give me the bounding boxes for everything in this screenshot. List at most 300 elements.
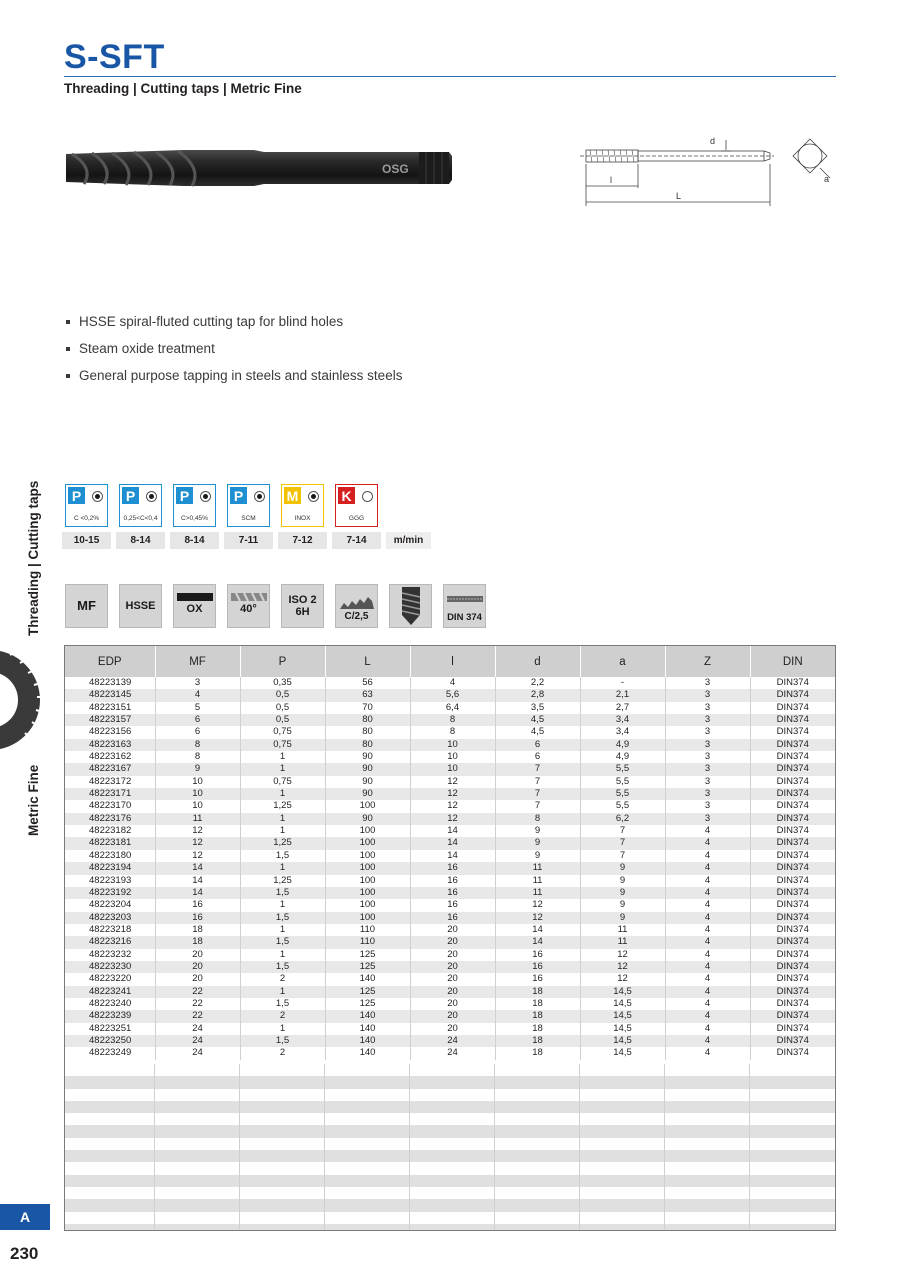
table-cell: 48223156 — [65, 726, 155, 738]
table-cell: 4 — [665, 1035, 750, 1047]
table-cell: 90 — [325, 788, 410, 800]
table-cell: 3 — [665, 776, 750, 788]
section-tab[interactable]: A — [0, 1204, 50, 1230]
table-cell: 90 — [325, 751, 410, 763]
table-cell: 48223176 — [65, 813, 155, 825]
table-cell: 9 — [580, 899, 665, 911]
empty-row — [65, 1064, 835, 1076]
table-cell: 10 — [155, 800, 240, 812]
table-cell: 48223171 — [65, 788, 155, 800]
table-cell: 7 — [495, 763, 580, 775]
table-cell: 7 — [495, 776, 580, 788]
blind-hole-icon — [389, 584, 432, 628]
table-cell: - — [580, 677, 665, 689]
table-cell: DIN374 — [750, 936, 835, 948]
table-cell: DIN374 — [750, 1023, 835, 1035]
table-cell: 10 — [410, 751, 495, 763]
table-cell: 3 — [665, 800, 750, 812]
empty-row — [65, 1076, 835, 1088]
table-cell: 2 — [240, 1010, 325, 1022]
table-cell: DIN374 — [750, 677, 835, 689]
table-cell: 90 — [325, 763, 410, 775]
table-row — [65, 998, 835, 1010]
table-cell: DIN374 — [750, 998, 835, 1010]
table-cell: 0,75 — [240, 726, 325, 738]
suitable-dot-icon — [146, 491, 157, 502]
table-cell: DIN374 — [750, 961, 835, 973]
table-cell: 20 — [410, 949, 495, 961]
table-cell: 7 — [495, 800, 580, 812]
table-row — [65, 899, 835, 911]
table-cell: 20 — [155, 949, 240, 961]
table-cell: 125 — [325, 961, 410, 973]
table-cell: 20 — [410, 1023, 495, 1035]
table-cell: 48223241 — [65, 986, 155, 998]
column-header: a — [580, 646, 665, 677]
chamfer-icon: C/2,5 — [335, 584, 378, 628]
table-cell: 1 — [240, 763, 325, 775]
table-cell: 100 — [325, 800, 410, 812]
column-header: EDP — [65, 646, 155, 677]
table-cell: 1 — [240, 788, 325, 800]
din-shank-icon — [446, 594, 484, 604]
table-cell: DIN374 — [750, 763, 835, 775]
material-condition: 0,25<C<0,4 — [123, 515, 158, 522]
table-cell: 14,5 — [580, 1023, 665, 1035]
table-cell: 14,5 — [580, 1047, 665, 1059]
material-box — [227, 484, 270, 527]
table-cell: 6,4 — [410, 702, 495, 714]
table-cell: DIN374 — [750, 986, 835, 998]
table-row — [65, 689, 835, 701]
table-cell: 18 — [495, 1047, 580, 1059]
dim-label-a: a — [824, 174, 830, 184]
table-cell: DIN374 — [750, 887, 835, 899]
table-cell: 1 — [240, 813, 325, 825]
product-table — [64, 645, 836, 1231]
table-cell: 1 — [240, 825, 325, 837]
table-cell: 48223239 — [65, 1010, 155, 1022]
table-cell: 4 — [665, 825, 750, 837]
cutting-speed: 7-11 — [224, 532, 273, 549]
table-cell: 4 — [410, 677, 495, 689]
table-cell: 48223220 — [65, 973, 155, 985]
table-row — [65, 961, 835, 973]
table-cell: 3,5 — [495, 702, 580, 714]
table-cell: 1 — [240, 986, 325, 998]
table-cell: 100 — [325, 887, 410, 899]
table-cell: 48223167 — [65, 763, 155, 775]
table-cell: DIN374 — [750, 1010, 835, 1022]
table-cell: 14 — [155, 862, 240, 874]
table-cell: 48223192 — [65, 887, 155, 899]
table-cell: 1 — [240, 924, 325, 936]
table-row — [65, 875, 835, 887]
page-title: S-SFT — [64, 38, 165, 76]
table-cell: 14 — [495, 924, 580, 936]
table-cell: 6,2 — [580, 813, 665, 825]
table-row — [65, 776, 835, 788]
table-cell: 1,5 — [240, 936, 325, 948]
table-cell: 4,5 — [495, 726, 580, 738]
table-cell: 48223194 — [65, 862, 155, 874]
table-cell: 125 — [325, 998, 410, 1010]
table-cell: 3 — [665, 726, 750, 738]
table-cell: 90 — [325, 776, 410, 788]
table-cell: 9 — [495, 850, 580, 862]
table-row — [65, 739, 835, 751]
table-cell: 12 — [410, 788, 495, 800]
table-cell: 1 — [240, 1023, 325, 1035]
table-cell: 110 — [325, 936, 410, 948]
table-row — [65, 924, 835, 936]
table-cell: 2,7 — [580, 702, 665, 714]
table-cell: 9 — [495, 825, 580, 837]
table-cell: 9 — [580, 887, 665, 899]
table-cell: DIN374 — [750, 1035, 835, 1047]
side-label-category: Threading | Cutting taps — [26, 480, 41, 636]
table-cell: 1,5 — [240, 887, 325, 899]
table-row — [65, 702, 835, 714]
table-cell: 24 — [410, 1035, 495, 1047]
table-cell: 11 — [495, 875, 580, 887]
table-cell: 6 — [155, 726, 240, 738]
table-cell: 56 — [325, 677, 410, 689]
bullet-icon — [66, 347, 70, 351]
table-cell: 1,25 — [240, 837, 325, 849]
table-cell: 3 — [665, 739, 750, 751]
table-cell: 4 — [665, 1010, 750, 1022]
table-row — [65, 973, 835, 985]
table-cell: 20 — [410, 986, 495, 998]
table-cell: 140 — [325, 973, 410, 985]
table-cell: 63 — [325, 689, 410, 701]
empty-row — [65, 1162, 835, 1174]
table-cell: 48223218 — [65, 924, 155, 936]
table-cell: 1 — [240, 949, 325, 961]
table-cell: 16 — [410, 887, 495, 899]
table-cell: 11 — [580, 936, 665, 948]
not-suitable-dot-icon — [362, 491, 373, 502]
helix-angle-icon: 40° — [227, 584, 270, 628]
table-cell: 18 — [495, 998, 580, 1010]
table-cell: DIN374 — [750, 924, 835, 936]
table-cell: 10 — [155, 776, 240, 788]
svg-text:OSG: OSG — [382, 162, 409, 176]
cutting-speed: 8-14 — [116, 532, 165, 549]
table-cell: 5 — [155, 702, 240, 714]
table-row — [65, 862, 835, 874]
table-cell: 4 — [665, 973, 750, 985]
coating-icon: OX — [173, 584, 216, 628]
table-cell: 12 — [410, 776, 495, 788]
list-item: General purpose tapping in steels and stainless steels — [66, 362, 402, 389]
table-cell: DIN374 — [750, 949, 835, 961]
table-cell: 125 — [325, 949, 410, 961]
table-cell: 4 — [665, 998, 750, 1010]
table-cell: 20 — [410, 998, 495, 1010]
empty-row — [65, 1212, 835, 1224]
table-cell: 14 — [410, 825, 495, 837]
table-cell: 14 — [155, 887, 240, 899]
table-cell: 140 — [325, 1047, 410, 1059]
table-cell: 9 — [495, 837, 580, 849]
table-row — [65, 726, 835, 738]
material-box — [281, 484, 324, 527]
table-cell: 48223250 — [65, 1035, 155, 1047]
table-cell: 6 — [495, 751, 580, 763]
table-cell: 8 — [155, 751, 240, 763]
table-cell: 48223204 — [65, 899, 155, 911]
table-cell: 7 — [580, 850, 665, 862]
table-cell: DIN374 — [750, 825, 835, 837]
table-cell: 2 — [240, 1047, 325, 1059]
table-row — [65, 986, 835, 998]
table-cell: 12 — [155, 837, 240, 849]
empty-row — [65, 1138, 835, 1150]
material-letter: P — [176, 487, 193, 504]
table-cell: 100 — [325, 899, 410, 911]
table-cell: 48223180 — [65, 850, 155, 862]
empty-row — [65, 1101, 835, 1113]
chamfer-profile-icon — [338, 593, 376, 611]
suitable-dot-icon — [308, 491, 319, 502]
table-cell: 4 — [665, 875, 750, 887]
table-cell: 48223203 — [65, 912, 155, 924]
table-cell: 7 — [495, 788, 580, 800]
cutting-speed: 10-15 — [62, 532, 111, 549]
table-row — [65, 800, 835, 812]
material-box — [173, 484, 216, 527]
table-cell: 125 — [325, 986, 410, 998]
table-cell: 1 — [240, 899, 325, 911]
table-cell: 14,5 — [580, 998, 665, 1010]
table-cell: 11 — [580, 924, 665, 936]
table-cell: 12 — [580, 949, 665, 961]
empty-row — [65, 1175, 835, 1187]
table-cell: 16 — [495, 949, 580, 961]
table-cell: 20 — [155, 961, 240, 973]
table-cell: 20 — [410, 936, 495, 948]
table-cell: 14 — [155, 875, 240, 887]
table-cell: 48223216 — [65, 936, 155, 948]
table-cell: 4 — [665, 936, 750, 948]
table-cell: 3 — [665, 714, 750, 726]
table-cell: 4 — [665, 837, 750, 849]
material-suitability — [65, 484, 389, 527]
table-cell: 48223181 — [65, 837, 155, 849]
table-cell: 0,75 — [240, 776, 325, 788]
table-cell: DIN374 — [750, 1047, 835, 1059]
column-header: P — [240, 646, 325, 677]
empty-row — [65, 1089, 835, 1101]
table-cell: 80 — [325, 739, 410, 751]
table-cell: 20 — [410, 961, 495, 973]
table-cell: DIN374 — [750, 689, 835, 701]
table-cell: 10 — [410, 739, 495, 751]
empty-row — [65, 1113, 835, 1125]
material-box — [119, 484, 162, 527]
table-cell: 1,25 — [240, 875, 325, 887]
table-cell: 5,5 — [580, 776, 665, 788]
empty-table-rows — [65, 1064, 835, 1231]
dim-label-L: L — [676, 191, 682, 201]
table-cell: 80 — [325, 726, 410, 738]
table-cell: 18 — [495, 1010, 580, 1022]
table-row — [65, 887, 835, 899]
table-cell: DIN374 — [750, 875, 835, 887]
table-cell: 22 — [155, 998, 240, 1010]
speed-unit: m/min — [386, 532, 431, 549]
table-row — [65, 763, 835, 775]
table-cell: 3 — [665, 751, 750, 763]
table-cell: DIN374 — [750, 899, 835, 911]
empty-row — [65, 1224, 835, 1231]
table-cell: 12 — [410, 800, 495, 812]
table-row — [65, 813, 835, 825]
table-cell: 6 — [155, 714, 240, 726]
table-cell: 4 — [665, 887, 750, 899]
table-row — [65, 837, 835, 849]
table-cell: 24 — [410, 1047, 495, 1059]
material-box — [335, 484, 378, 527]
empty-row — [65, 1187, 835, 1199]
table-cell: 18 — [495, 986, 580, 998]
table-cell: 3,4 — [580, 714, 665, 726]
table-cell: 1 — [240, 862, 325, 874]
table-cell: 4 — [665, 862, 750, 874]
table-row — [65, 677, 835, 689]
cutting-speed: 7-12 — [278, 532, 327, 549]
table-cell: 24 — [155, 1035, 240, 1047]
table-cell: 0,75 — [240, 739, 325, 751]
table-cell: 7 — [580, 825, 665, 837]
table-cell: 0,5 — [240, 689, 325, 701]
table-cell: 22 — [155, 986, 240, 998]
table-cell: 16 — [155, 899, 240, 911]
table-cell: 7 — [580, 837, 665, 849]
table-cell: 1,5 — [240, 850, 325, 862]
material-letter: P — [68, 487, 85, 504]
material-condition: GGG — [348, 515, 365, 522]
table-cell: 3 — [155, 677, 240, 689]
table-cell: 22 — [155, 1010, 240, 1022]
table-cell: 16 — [410, 862, 495, 874]
table-cell: 18 — [495, 1023, 580, 1035]
material-condition: INOX — [294, 515, 311, 522]
material-box — [65, 484, 108, 527]
cutting-speed: 7-14 — [332, 532, 381, 549]
table-cell: DIN374 — [750, 862, 835, 874]
tolerance-icon: ISO 2 6H — [281, 584, 324, 628]
table-cell: 1 — [240, 751, 325, 763]
table-cell: 12 — [155, 825, 240, 837]
table-cell: 2,1 — [580, 689, 665, 701]
table-row — [65, 788, 835, 800]
table-cell: 12 — [495, 899, 580, 911]
table-cell: 48223193 — [65, 875, 155, 887]
table-cell: 0,5 — [240, 702, 325, 714]
table-cell: 20 — [410, 973, 495, 985]
table-cell: 16 — [495, 961, 580, 973]
table-row — [65, 714, 835, 726]
table-cell: DIN374 — [750, 813, 835, 825]
table-row — [65, 1035, 835, 1047]
table-cell: 3,4 — [580, 726, 665, 738]
table-cell: 8 — [495, 813, 580, 825]
feature-list — [66, 308, 402, 389]
table-cell: DIN374 — [750, 788, 835, 800]
side-label-subcategory: Metric Fine — [26, 764, 41, 836]
table-cell: 12 — [410, 813, 495, 825]
table-cell: 5,5 — [580, 800, 665, 812]
table-cell: 24 — [155, 1023, 240, 1035]
table-cell: 0,5 — [240, 714, 325, 726]
table-cell: 100 — [325, 825, 410, 837]
table-cell: 14 — [410, 850, 495, 862]
column-header: L — [325, 646, 410, 677]
material-letter: M — [284, 487, 301, 504]
tap-product-image — [64, 140, 454, 196]
cutting-speed: 8-14 — [170, 532, 219, 549]
column-header: Z — [665, 646, 750, 677]
table-cell: 48223157 — [65, 714, 155, 726]
table-cell: 5,6 — [410, 689, 495, 701]
table-cell: 100 — [325, 837, 410, 849]
table-cell: DIN374 — [750, 850, 835, 862]
table-cell: 20 — [410, 1010, 495, 1022]
table-header — [65, 646, 835, 677]
dim-label-d: d — [710, 136, 716, 146]
title-divider — [64, 76, 836, 77]
table-cell: 11 — [155, 813, 240, 825]
bullet-icon — [66, 374, 70, 378]
table-cell: 1,25 — [240, 800, 325, 812]
table-cell: 3 — [665, 689, 750, 701]
table-cell: 4 — [665, 1047, 750, 1059]
helix-stripes-icon — [230, 591, 268, 603]
table-cell: 1,5 — [240, 1035, 325, 1047]
table-cell: 48223172 — [65, 776, 155, 788]
table-cell: 1,5 — [240, 961, 325, 973]
table-cell: 0,35 — [240, 677, 325, 689]
table-cell: 14,5 — [580, 1010, 665, 1022]
table-cell: 100 — [325, 862, 410, 874]
table-cell: DIN374 — [750, 714, 835, 726]
table-cell: DIN374 — [750, 973, 835, 985]
table-row — [65, 751, 835, 763]
thread-type-icon: MF — [65, 584, 108, 628]
table-cell: 48223232 — [65, 949, 155, 961]
table-cell: 48223145 — [65, 689, 155, 701]
material-letter: P — [230, 487, 247, 504]
table-cell: 4 — [665, 850, 750, 862]
table-cell: 4 — [155, 689, 240, 701]
table-cell: 4 — [665, 1023, 750, 1035]
table-cell: 4 — [665, 912, 750, 924]
table-cell: DIN374 — [750, 702, 835, 714]
table-cell: 8 — [410, 726, 495, 738]
column-header: d — [495, 646, 580, 677]
table-cell: 18 — [155, 936, 240, 948]
table-cell: 16 — [410, 899, 495, 911]
table-cell: 80 — [325, 714, 410, 726]
table-cell: 16 — [155, 912, 240, 924]
cutting-speed-row — [62, 532, 436, 549]
dim-label-l: l — [610, 175, 612, 185]
table-row — [65, 912, 835, 924]
list-item: HSSE spiral-fluted cutting tap for blind holes — [66, 308, 402, 335]
